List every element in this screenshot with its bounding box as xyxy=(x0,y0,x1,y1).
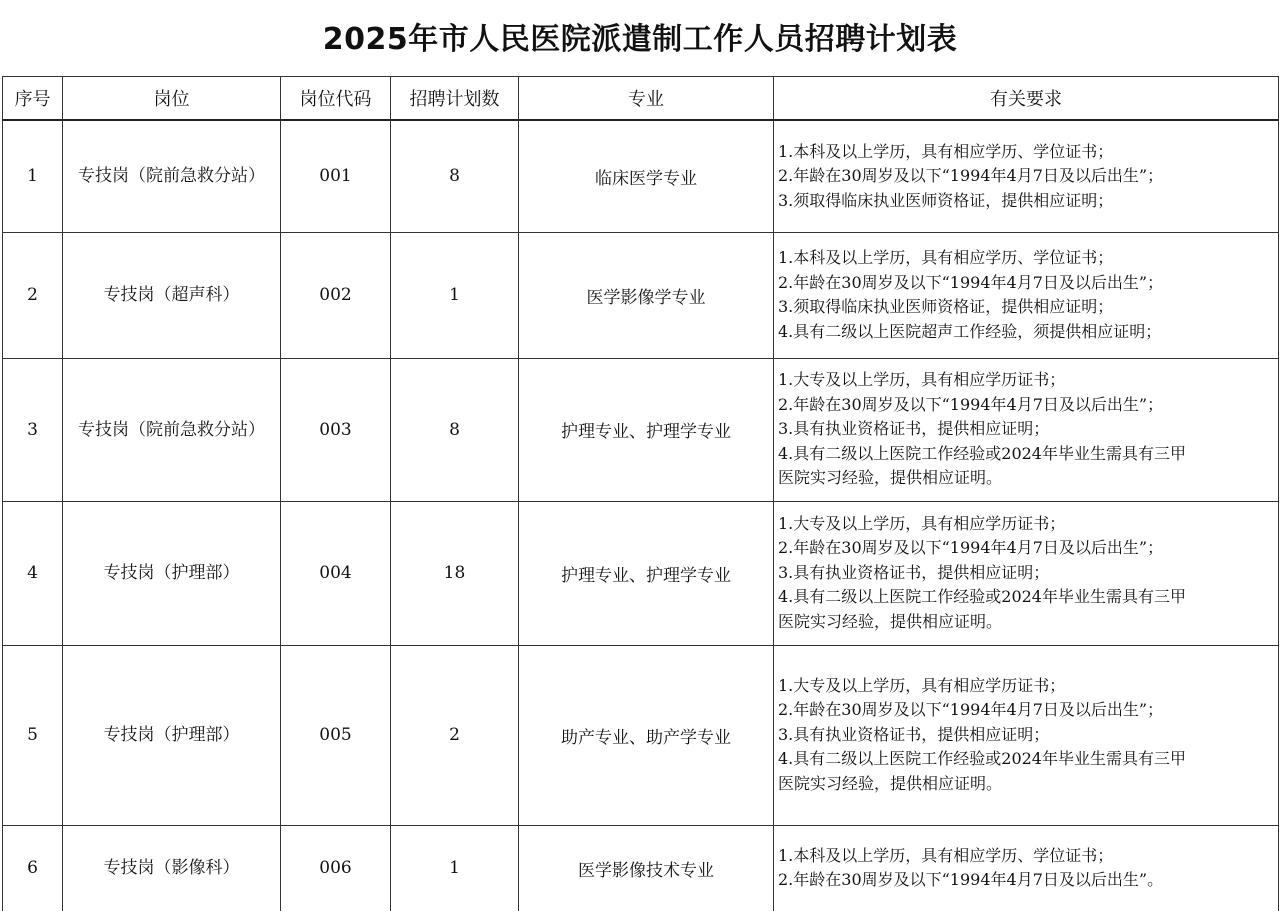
cell-count: 1 xyxy=(391,232,519,358)
requirement-line: 2.年龄在30周岁及以下“1994年4月7日及以后出生”。 xyxy=(778,870,1164,890)
position-text: 专技岗（护理部） xyxy=(103,725,240,745)
header-seq: 序号 xyxy=(3,77,63,121)
cell-major: 医学影像学专业 xyxy=(519,232,774,358)
cell-code: 005 xyxy=(281,645,391,825)
cell-seq: 3 xyxy=(3,358,63,501)
header-row xyxy=(3,77,1279,121)
requirement-line: 2.年龄在30周岁及以下“1994年4月7日及以后出生”； xyxy=(778,538,1164,558)
cell-requirements xyxy=(774,120,1279,232)
position-text: 专技岗（院前急救分站） xyxy=(78,419,265,440)
requirement-line: 医院实习经验，提供相应证明。 xyxy=(778,773,1003,793)
requirement-line: 2.年龄在30周岁及以下“1994年4月7日及以后出生”； xyxy=(778,166,1164,185)
position-text: 专技岗（影像科） xyxy=(103,858,240,879)
cell-major: 医学影像技术专业 xyxy=(519,825,774,911)
header-position: 岗位 xyxy=(63,77,281,121)
cell-major: 助产专业、助产学专业 xyxy=(519,645,774,825)
table-row xyxy=(3,825,1279,911)
requirement-line: 4.具有二级以上医院超声工作经验，须提供相应证明； xyxy=(778,321,1162,341)
cell-code: 002 xyxy=(281,232,391,358)
cell-seq: 5 xyxy=(3,645,63,825)
header-code: 岗位代码 xyxy=(281,77,391,121)
cell-count: 2 xyxy=(391,645,519,825)
requirement-line: 1.大专及以上学历，具有相应学历证书； xyxy=(778,675,1066,695)
cell-count: 1 xyxy=(391,825,519,911)
requirement-line: 2.年龄在30周岁及以下“1994年4月7日及以后出生”； xyxy=(778,700,1164,720)
requirement-line: 1.大专及以上学历，具有相应学历证书； xyxy=(778,513,1066,533)
cell-major: 护理专业、护理学专业 xyxy=(519,358,774,501)
cell-requirements xyxy=(774,358,1279,501)
cell-seq: 6 xyxy=(3,825,63,911)
cell-count: 18 xyxy=(391,501,519,645)
cell-position xyxy=(63,825,281,911)
cell-code: 006 xyxy=(281,825,391,911)
cell-position xyxy=(63,120,281,232)
requirement-line: 2.年龄在30周岁及以下“1994年4月7日及以后出生”； xyxy=(778,394,1164,414)
position-text: 专技岗（护理部） xyxy=(103,563,240,583)
cell-position xyxy=(63,645,281,825)
cell-position xyxy=(63,501,281,645)
requirement-line: 4.具有二级以上医院工作经验或2024年毕业生需具有三甲 xyxy=(778,749,1186,769)
requirement-line: 2.年龄在30周岁及以下“1994年4月7日及以后出生”； xyxy=(778,272,1164,292)
cell-requirements xyxy=(774,501,1279,645)
requirement-line: 1.大专及以上学历，具有相应学历证书； xyxy=(778,370,1066,390)
cell-code: 001 xyxy=(281,120,391,232)
requirement-line: 医院实习经验，提供相应证明。 xyxy=(778,468,1003,488)
cell-position xyxy=(63,358,281,501)
table-row xyxy=(3,358,1279,501)
header-count: 招聘计划数 xyxy=(391,77,519,121)
cell-seq: 1 xyxy=(3,120,63,232)
requirement-line: 1.本科及以上学历，具有相应学历、学位证书； xyxy=(778,141,1114,161)
requirement-line: 3.具有执业资格证书，提供相应证明； xyxy=(778,562,1050,582)
cell-count: 8 xyxy=(391,120,519,232)
table-row xyxy=(3,645,1279,825)
requirement-line: 3.具有执业资格证书，提供相应证明； xyxy=(778,419,1050,439)
table-row xyxy=(3,232,1279,358)
table-row xyxy=(3,120,1279,232)
cell-count: 8 xyxy=(391,358,519,501)
requirement-line: 1.本科及以上学历，具有相应学历、学位证书； xyxy=(778,845,1114,865)
table-row xyxy=(3,501,1279,645)
requirement-line: 3.须取得临床执业医师资格证，提供相应证明； xyxy=(778,190,1114,210)
cell-requirements xyxy=(774,645,1279,825)
cell-requirements xyxy=(774,232,1279,358)
requirement-line: 1.本科及以上学历，具有相应学历、学位证书； xyxy=(778,248,1114,267)
page-title: 2025年市人民医院派遣制工作人员招聘计划表 xyxy=(322,22,958,57)
position-text: 专技岗（超声科） xyxy=(103,285,240,305)
cell-code: 003 xyxy=(281,358,391,501)
cell-seq: 2 xyxy=(3,232,63,358)
cell-requirements xyxy=(774,825,1279,911)
recruitment-table xyxy=(2,76,1279,911)
cell-major: 护理专业、护理学专业 xyxy=(519,501,774,645)
cell-major: 临床医学专业 xyxy=(519,120,774,232)
requirement-line: 4.具有二级以上医院工作经验或2024年毕业生需具有三甲 xyxy=(778,443,1186,463)
requirement-line: 4.具有二级以上医院工作经验或2024年毕业生需具有三甲 xyxy=(778,587,1186,607)
position-text: 专技岗（院前急救分站） xyxy=(78,166,265,187)
cell-seq: 4 xyxy=(3,501,63,645)
header-major: 专业 xyxy=(519,77,774,121)
cell-code: 004 xyxy=(281,501,391,645)
requirement-line: 3.具有执业资格证书，提供相应证明； xyxy=(778,724,1050,744)
requirement-line: 医院实习经验，提供相应证明。 xyxy=(778,611,1003,631)
header-requirements: 有关要求 xyxy=(774,77,1279,121)
requirement-line: 3.须取得临床执业医师资格证，提供相应证明； xyxy=(778,297,1114,316)
cell-position xyxy=(63,232,281,358)
